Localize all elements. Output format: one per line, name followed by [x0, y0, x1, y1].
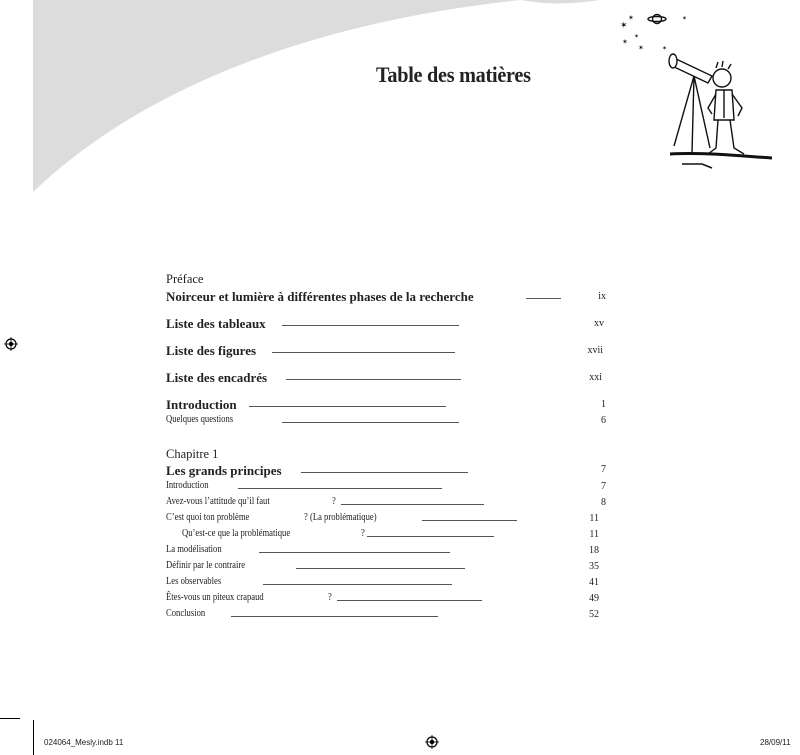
toc-entry-page: xv — [594, 318, 604, 329]
leader-line — [282, 325, 459, 326]
toc-item-label: Êtes-vous un piteux crapaud — [166, 592, 264, 603]
toc-item-page: 11 — [589, 513, 599, 524]
leader-line — [259, 552, 450, 553]
svg-text:✶: ✶ — [682, 16, 688, 22]
astronomer-illustration — [612, 8, 782, 178]
chapter-title: Les grands principes — [166, 463, 282, 478]
toc-item-label: Qu’est-ce que la problématique — [182, 528, 291, 539]
toc-entry-page: xxi — [589, 372, 602, 383]
toc-item-page: 41 — [589, 577, 599, 588]
toc-entry-label: Introduction — [166, 397, 237, 412]
chapter-page: 7 — [601, 464, 606, 475]
toc-entry-page: 6 — [601, 415, 606, 426]
leader-line — [282, 422, 459, 423]
leader-line — [301, 472, 468, 473]
toc-item-page: 49 — [589, 593, 599, 604]
leader-line — [341, 504, 484, 505]
svg-text:✶: ✶ — [622, 38, 628, 46]
toc-item-suffix: ? — [332, 496, 336, 507]
toc-item-page: 8 — [601, 497, 606, 508]
toc-item-label: Définir par le contraire — [166, 560, 246, 571]
registration-mark-icon — [4, 337, 18, 351]
toc-entry-page: ix — [598, 291, 606, 302]
registration-mark-icon — [425, 735, 439, 749]
svg-text:✶: ✶ — [638, 44, 644, 52]
leader-line — [286, 379, 461, 380]
svg-text:✶: ✶ — [628, 14, 634, 22]
toc-item-label: Les observables — [166, 576, 222, 587]
leader-line — [249, 406, 446, 407]
toc-item-page: 7 — [601, 481, 606, 492]
footer-date: 28/09/11 — [760, 738, 791, 747]
crop-mark — [0, 718, 20, 719]
toc-item-suffix: ? — [328, 592, 332, 603]
page-title: Table des matières — [376, 62, 531, 87]
leader-line — [422, 520, 517, 521]
toc-entry-label: Quelques questions — [166, 414, 234, 425]
leader-line — [526, 298, 561, 299]
toc-item-label: C’est quoi ton problème — [166, 512, 250, 523]
toc-item-page: 18 — [589, 545, 599, 556]
svg-text:✶: ✶ — [620, 20, 628, 30]
leader-line — [263, 584, 452, 585]
toc-entry-label: Liste des encadrés — [166, 370, 268, 385]
chapter-label: Chapitre 1 — [166, 447, 219, 461]
svg-text:✶: ✶ — [634, 34, 640, 40]
toc-item-suffix: ? — [361, 528, 365, 539]
leader-line — [337, 600, 482, 601]
toc-item-page: 35 — [589, 561, 599, 572]
toc-item-label: Introduction — [166, 480, 209, 491]
toc-item-suffix: ? (La problématique) — [304, 512, 377, 523]
toc-item-page: 11 — [589, 529, 599, 540]
leader-line — [238, 488, 442, 489]
toc-item-page: 52 — [589, 609, 599, 620]
toc-entry-page: xvii — [587, 345, 603, 356]
toc-item-label: Conclusion — [166, 608, 206, 619]
preface-label: Préface — [166, 272, 204, 286]
toc-item-label: Avez-vous l’attitude qu’il faut — [166, 496, 270, 507]
leader-line — [296, 568, 465, 569]
svg-text:✶: ✶ — [662, 46, 668, 52]
toc-entry-label: Liste des tableaux — [166, 316, 266, 331]
toc-entry-label: Noirceur et lumière à différentes phases de la recherche — [166, 289, 474, 304]
toc-item-label: La modélisation — [166, 544, 222, 555]
leader-line — [272, 352, 455, 353]
leader-line — [231, 616, 438, 617]
footer-file: 024064_Mesly.indb 11 — [44, 738, 124, 747]
toc-entry-page: 1 — [601, 399, 606, 410]
leader-line — [367, 536, 494, 537]
toc-entry-label: Liste des figures — [166, 343, 257, 358]
crop-mark — [33, 720, 34, 755]
